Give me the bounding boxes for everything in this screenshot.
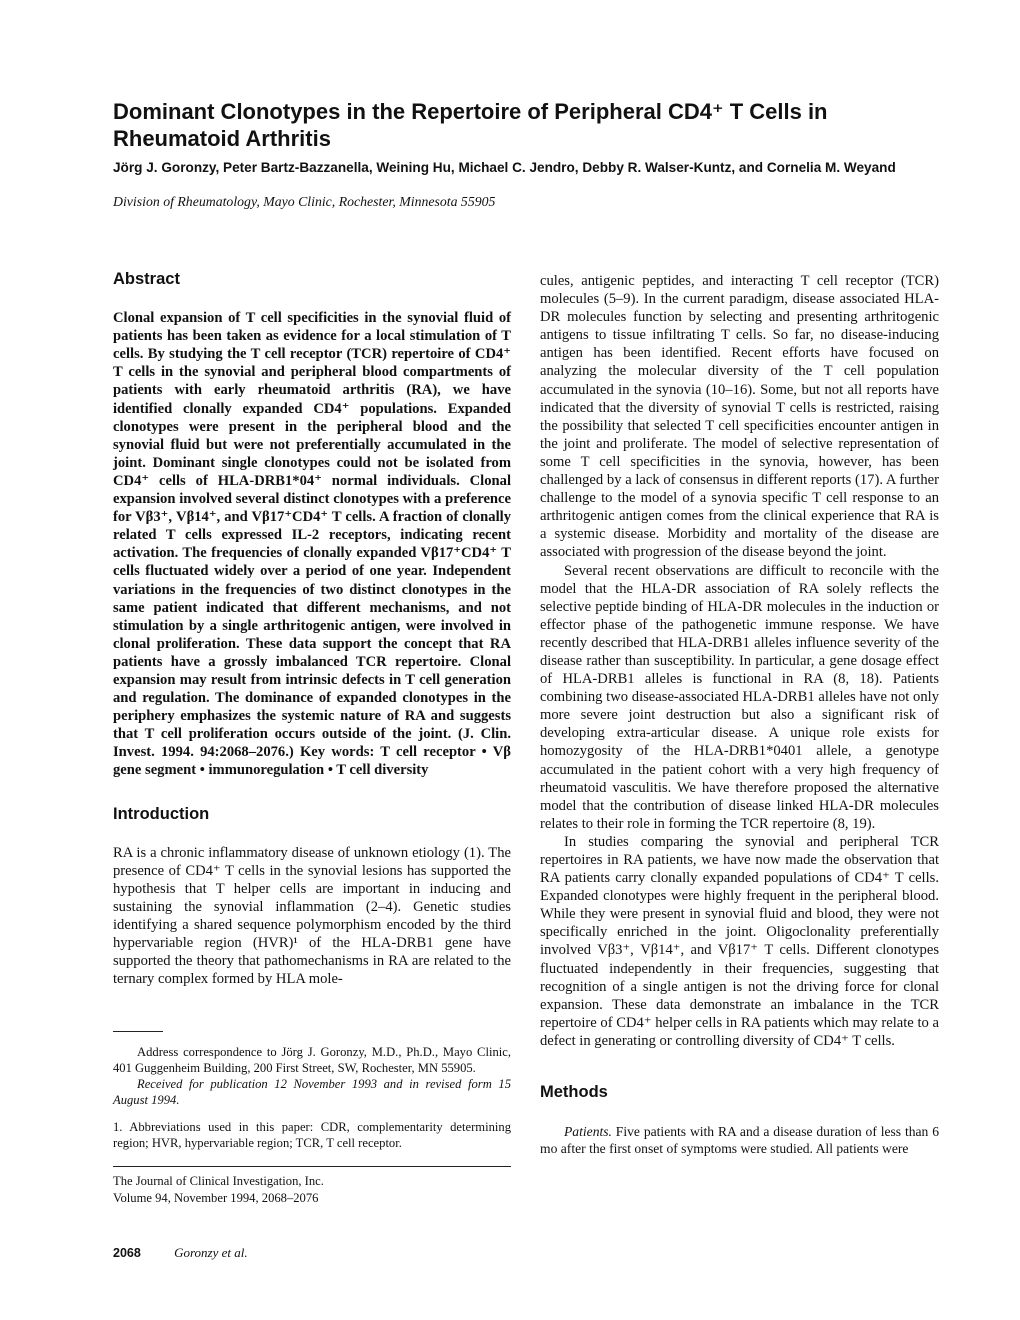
left-column <box>113 270 511 988</box>
intro-paragraph-3: In studies comparing the synovial and peripheral TCR repertoires in RA patients, we have now made the observation that RA patients carry clonally expanded populations of CD4⁺ T cells. Expanded clonotypes were highly frequent in the peripheral blood. While they were present in synovial fluid and blood, they were not specifically enriched in the joint. Oligoclonality preferentially involved Vβ3⁺, Vβ14⁺, and Vβ17⁺ T cells. Different clonotypes fluctuated independently in their frequencies, suggesting that recognition of a single antigen is not the driving force for clonal expansion. These data demonstrate an imbalance in the TCR repertoire of CD4⁺ helper cells in RA patients which may relate to a defect in generating or controlling diversity of CD4⁺ T cells. <box>540 833 939 1049</box>
abstract-text: Clonal expansion of T cell specificities in the synovial fluid of patients has been taken as evidence for a local stimulation of T cells. By studying the T cell receptor (TCR) repertoire of CD4⁺ T cells in the synovial and peripheral blood compartments of patients with early rheumatoid arthritis (RA), we have identified clonally expanded CD4⁺ populations. Expanded clonotypes were present in the peripheral blood and the synovial fluid but were not preferentially accumulated in the joint. Dominant single clonotypes could not be isolated from CD4⁺ cells of HLA-DRB1*04⁺ normal individuals. Clonal expansion involved several distinct clonotypes with a preference for Vβ3⁺, Vβ14⁺, and Vβ17⁺CD4⁺ T cells. A fraction of clonally related T cells expressed IL-2 receptors, indicating recent activation. The frequencies of clonally expanded Vβ17⁺CD4⁺ T cells fluctuated widely over a period of one year. Independent variations in the frequencies of two distinct clonotypes in the same patient indicated that different mechanisms, and not stimulation by a single arthritogenic antigen, were involved in clonal proliferation. These data support the concept that RA patients have a grossly imbalanced TCR repertoire. Clonal expansion may result from intrinsic defects in T cell generation and regulation. The dominance of expanded clonotypes in the periphery emphasizes the systemic nature of RA and suggests that T cell proliferation occurs outside of the joint. (J. Clin. Invest. 1994. 94:2068–2076.) Key words: T cell receptor • Vβ gene segment • immunoregulation • T cell diversity <box>113 310 511 779</box>
journal-volume: Volume 94, November 1994, 2068–2076 <box>113 1190 319 1205</box>
introduction-text: RA is a chronic inflammatory disease of unknown etiology (1). The presence of CD4⁺ T cells in the synovial lesions has supported the hypothesis that T helper cells are important in inducing and sustaining the synovial inflammation (2–4). Genetic studies identifying a shared sequence polymorphism encoded by the third hypervariable region (HVR)¹ of the HLA-DRB1 gene have supported the theory that pathomechanisms in RA are related to the ternary complex formed by HLA mole- <box>113 844 511 988</box>
intro-paragraph-2: Several recent observations are difficult to reconcile with the model that the HLA-DR association of RA solely reflects the selective peptide binding of HLA-DR molecules in the induction or effector phase of the pathogenetic immune response. We have recently described that HLA-DRB1 alleles influence severity of the disease rather than susceptibility. In particular, a gene dosage effect of HLA-DRB1 alleles is functional in RA (8, 18). Patients combining two disease-associated HLA-DRB1 alleles have not only more severe joint destruction but also a significant risk of developing extra-articular disease. A unique role exists for homozygosity of the HLA-DRB1*0401 allele, a genotype accumulated in the patient cohort with a very high frequency of rheumatoid vasculitis. We have therefore proposed the alternative model that the contribution of disease linked HLA-DR molecules relates to their role in forming the TCR repertoire (8, 19). <box>540 562 939 832</box>
page-footer <box>113 1245 248 1261</box>
page-number: 2068 <box>113 1246 141 1260</box>
methods-heading: Methods <box>540 1083 608 1102</box>
methods-patients-label: Patients. <box>564 1124 612 1140</box>
introduction-heading: Introduction <box>113 804 210 823</box>
journal-name: The Journal of Clinical Investigation, Inc. <box>113 1174 324 1188</box>
footnotes <box>113 1031 511 1151</box>
article-title: Dominant Clonotypes in the Repertoire of Peripheral CD4⁺ T Cells in Rheumatoid Arthritis <box>113 99 828 151</box>
received-note: Received for publication 12 November 1993 and in revised form 15 August 1994. <box>113 1077 511 1107</box>
journal-info <box>113 1173 324 1206</box>
affiliation: Division of Rheumatology, Mayo Clinic, Rochester, Minnesota 55905 <box>113 194 496 209</box>
right-column <box>540 272 939 1157</box>
abbreviations-note: 1. Abbreviations used in this paper: CDR, complementarity determining region; HVR, hypervariable region; TCR, T cell receptor. <box>113 1120 511 1150</box>
running-head: Goronzy et al. <box>174 1245 248 1260</box>
methods-patients-paragraph <box>540 1123 939 1157</box>
author-list: Jörg J. Goronzy, Peter Bartz-Bazzanella, Weining Hu, Michael C. Jendro, Debby R. Walser-Kuntz, and Cornelia M. Weyand <box>113 160 896 175</box>
abstract-heading: Abstract <box>113 270 180 288</box>
journal-divider <box>113 1166 511 1167</box>
methods-patients-text: Five patients with RA and a disease duration of less than 6 mo after the first onset of symptoms were studied. All patients were <box>540 1124 939 1157</box>
correspondence-note: Address correspondence to Jörg J. Goronzy, M.D., Ph.D., Mayo Clinic, 401 Guggenheim Building, 200 First Street, SW, Rochester, MN 55905. <box>113 1045 511 1075</box>
footnote-divider <box>113 1031 163 1032</box>
intro-continued-paragraph: cules, antigenic peptides, and interacting T cell receptor (TCR) molecules (5–9). In the current paradigm, disease associated HLA-DR molecules function by selecting and presenting arthritogenic antigens to tissue infiltrating T cells. So far, no disease-inducing antigen has been identified. Recent efforts have focused on analyzing the molecular diversity of the T cell population accumulated in the synovia (10–16). Some, but not all reports have indicated that the diversity of synovial T cells is restricted, raising the possibility that selected T cell specificities encounter antigen in the joint and proliferate. The model of selective representation of some T cell specificities in the synovia, however, has been challenged by a lack of consensus in different reports (17). A further challenge to the model of a synovia specific T cell response to an arthritogenic antigen comes from the clinical experience that RA is a systemic disease. Morbidity and mortality of the disease are associated with progression of the disease beyond the joint. <box>540 273 939 561</box>
